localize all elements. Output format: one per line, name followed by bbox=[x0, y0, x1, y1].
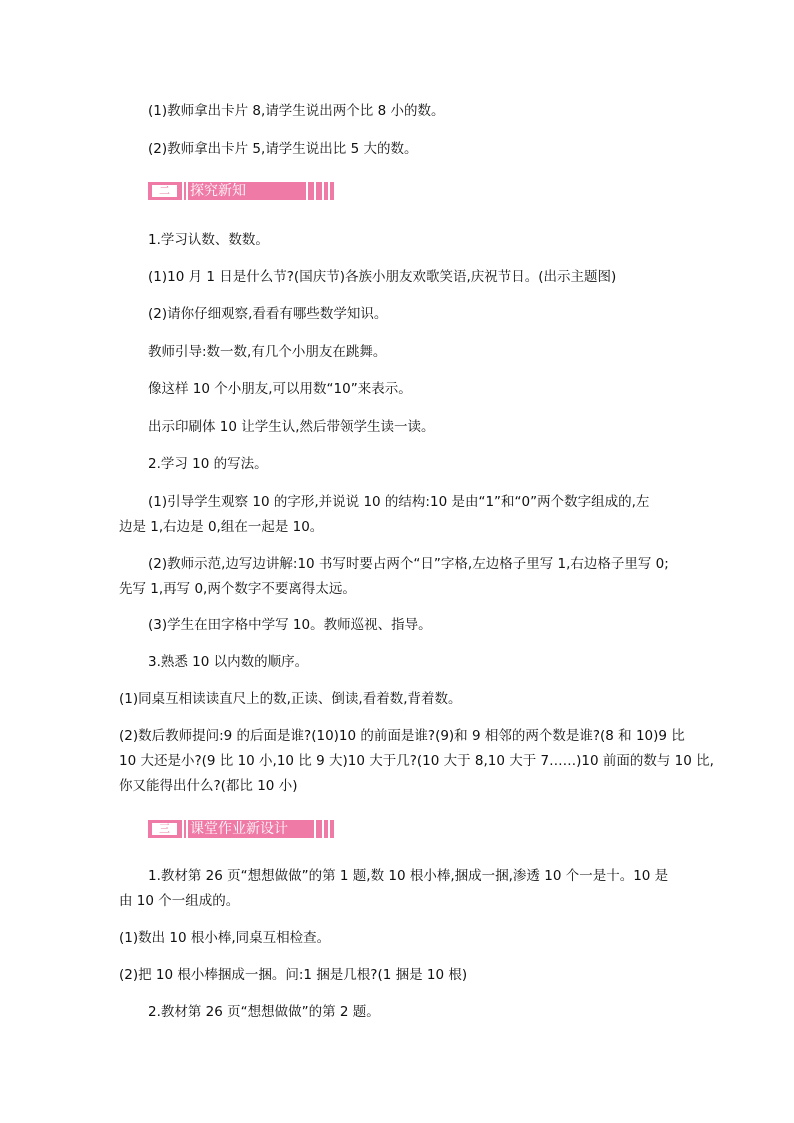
paragraph: (3)学生在田字格中学写 10。教师巡视、指导。 bbox=[148, 617, 432, 633]
banner-stripe bbox=[182, 182, 184, 200]
paragraph: (2)教师拿出卡片 5,请学生说出比 5 大的数。 bbox=[148, 141, 418, 157]
banner-stripe bbox=[322, 182, 324, 200]
banner-stripe bbox=[306, 182, 308, 200]
banner-stripe bbox=[186, 820, 188, 838]
paragraph: 像这样 10 个小朋友,可以用数“10”来表示。 bbox=[148, 381, 412, 397]
section-number: 三 bbox=[151, 822, 178, 836]
banner-stripe bbox=[328, 820, 330, 838]
section-banner-explore bbox=[148, 180, 334, 202]
paragraph: (1)数出 10 根小棒,同桌互相检查。 bbox=[119, 930, 331, 946]
banner-stripe bbox=[182, 820, 184, 838]
paragraph: (1)同桌互相读读直尺上的数,正读、倒读,看着数,背着数。 bbox=[119, 691, 462, 707]
paragraph: 边是 1,右边是 0,组在一起是 10。 bbox=[119, 519, 324, 535]
paragraph: 教师引导:数一数,有几个小朋友在跳舞。 bbox=[148, 344, 387, 360]
paragraph: (1)10 月 1 日是什么节?(国庆节)各族小朋友欢歌笑语,庆祝节日。(出示主题图) bbox=[148, 269, 617, 285]
banner-stripe bbox=[322, 820, 324, 838]
section-number: 二 bbox=[151, 184, 178, 198]
paragraph: 10 大还是小?(9 比 10 小,10 比 9 大)10 大于几?(10 大于 8,10 大于 7……)10 前面的数与 10 比, bbox=[119, 753, 714, 769]
section-title: 探究新知 bbox=[190, 183, 246, 199]
paragraph: (1)教师拿出卡片 8,请学生说出两个比 8 小的数。 bbox=[148, 103, 445, 119]
paragraph: (2)教师示范,边写边讲解:10 书写时要占两个“日”字格,左边格子里写 1,右边格子里写 0; bbox=[148, 556, 669, 572]
section-banner-homework bbox=[148, 818, 334, 840]
heading-item: 1.学习认数、数数。 bbox=[148, 232, 269, 248]
paragraph: (2)把 10 根小棒捆成一捆。问:1 捆是几根?(1 捆是 10 根) bbox=[119, 967, 468, 983]
banner-stripe bbox=[314, 182, 316, 200]
paragraph: 由 10 个一组成的。 bbox=[119, 893, 240, 909]
paragraph: 你又能得出什么?(都比 10 小) bbox=[119, 778, 298, 794]
paragraph: 1.教材第 26 页“想想做做”的第 1 题,数 10 根小棒,捆成一捆,渗透 10 个一是十。10 是 bbox=[148, 868, 669, 884]
banner-stripe bbox=[328, 182, 330, 200]
paragraph: 先写 1,再写 0,两个数字不要离得太远。 bbox=[119, 581, 356, 597]
paragraph: (2)请你仔细观察,看看有哪些数学知识。 bbox=[148, 306, 388, 322]
paragraph: 2.教材第 26 页“想想做做”的第 2 题。 bbox=[148, 1004, 380, 1020]
paragraph: (1)引导学生观察 10 的字形,并说说 10 的结构:10 是由“1”和“0”两个数字组成的,左 bbox=[148, 494, 650, 510]
heading-item: 2.学习 10 的写法。 bbox=[148, 456, 268, 472]
heading-item: 3.熟悉 10 以内数的顺序。 bbox=[148, 654, 309, 670]
paragraph: 出示印刷体 10 让学生认,然后带领学生读一读。 bbox=[148, 419, 435, 435]
section-title: 课堂作业新设计 bbox=[190, 821, 288, 837]
banner-stripe bbox=[186, 182, 188, 200]
banner-stripe bbox=[314, 820, 316, 838]
paragraph: (2)数后教师提问:9 的后面是谁?(10)10 的前面是谁?(9)和 9 相邻的两个数是谁?(8 和 10)9 比 bbox=[119, 728, 685, 744]
